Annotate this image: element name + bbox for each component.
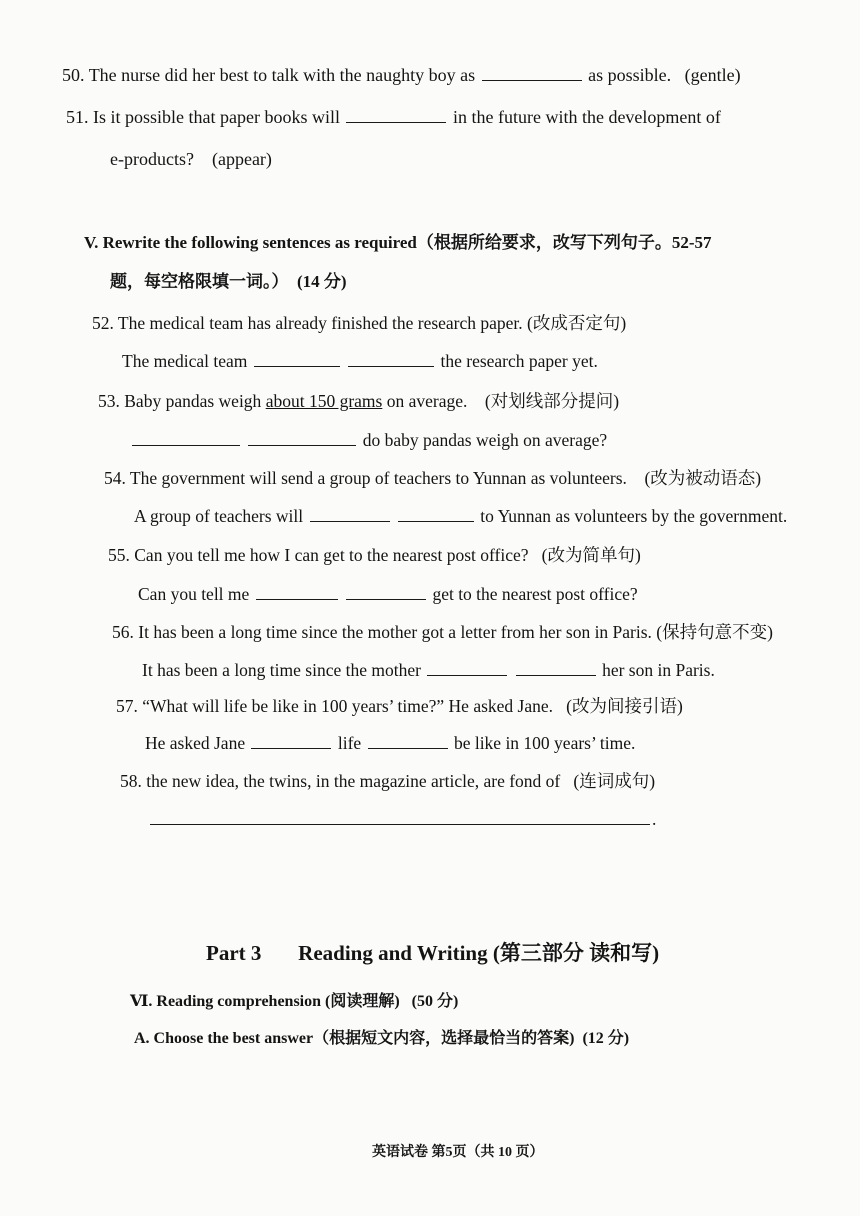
question-51 (66, 106, 721, 128)
sentence-end-dot: . (652, 809, 657, 829)
word-hint: (gentle) (684, 65, 741, 85)
answer-blank[interactable] (427, 660, 507, 676)
section-score: (12 分) (582, 1030, 630, 1047)
question-54 (104, 467, 761, 489)
question-text: 58. the new idea, the twins, in the magazine article, are fond of (120, 771, 561, 791)
question-text-end: as possible. (588, 65, 672, 85)
answer-line[interactable] (150, 809, 650, 825)
answer-text-end: the research paper yet. (440, 351, 598, 371)
section-title: Ⅵ. Reading comprehension (阅读理解) (130, 993, 400, 1010)
section-title-en: V. Rewrite the following sentences as required (84, 233, 417, 252)
section-5-title (84, 232, 712, 254)
word-hint: (appear) (211, 149, 272, 169)
question-text: 53. Baby pandas weigh (98, 391, 262, 411)
answer-text: It has been a long time since the mother (142, 660, 421, 680)
question-text: e-products? (110, 149, 194, 169)
answer-text: The medical team (122, 351, 248, 371)
instruction-hint: (改为被动语态) (644, 468, 762, 488)
answer-blank[interactable] (256, 584, 338, 600)
section-title-cn: （根据所给要求，改写下列句子。52-57 (416, 233, 712, 252)
page-footer (372, 1142, 544, 1164)
section-a-title (134, 1028, 629, 1050)
answer-blank[interactable] (346, 584, 426, 600)
question-text: 55. Can you tell me how I can get to the nearest post office? (108, 545, 529, 565)
question-text: The nurse did her best to talk with the naughty boy as (88, 65, 476, 85)
section-5-title-line2 (110, 271, 347, 293)
question-50 (62, 64, 741, 86)
answer-text-mid: life (337, 733, 362, 753)
answer-blank[interactable] (398, 506, 474, 522)
section-score: (14 分) (297, 272, 347, 291)
question-57 (116, 695, 683, 717)
question-55 (108, 544, 641, 566)
part-label: Part 3 (206, 941, 262, 965)
answer-55 (138, 583, 638, 605)
question-text: 52. The medical team has already finished the research paper. (改成否定句) (92, 313, 627, 333)
answer-text-end: be like in 100 years’ time. (453, 733, 636, 753)
section-6-title (130, 991, 458, 1013)
answer-blank[interactable] (346, 107, 446, 123)
answer-54 (134, 505, 787, 527)
answer-56 (142, 659, 715, 681)
answer-58 (148, 808, 656, 830)
question-text: Is it possible that paper books will (93, 107, 340, 127)
answer-text: Can you tell me (138, 584, 250, 604)
answer-text: He asked Jane (145, 733, 246, 753)
instruction-hint: (改为简单句) (541, 545, 641, 565)
answer-text-end: get to the nearest post office? (432, 584, 638, 604)
footer-text: 英语试卷 第5页（共 10 页） (372, 1145, 544, 1160)
section-title-cn: 题，每空格限填一词。） (110, 272, 289, 291)
question-51-line2 (110, 148, 272, 170)
section-score: (50 分) (411, 993, 459, 1010)
instruction-hint: (对划线部分提问) (484, 391, 620, 411)
part-title: Reading and Writing (第三部分 读和写) (298, 941, 660, 965)
underlined-part: about 150 grams (265, 391, 383, 411)
answer-text-end: do baby pandas weigh on average? (362, 430, 608, 450)
answer-blank[interactable] (248, 430, 356, 446)
question-52 (92, 312, 626, 334)
answer-53 (130, 429, 607, 451)
question-58 (120, 770, 655, 792)
question-text: 57. “What will life be like in 100 years’ time?” He asked Jane. (116, 696, 554, 716)
question-text: 54. The government will send a group of teachers to Yunnan as volunteers. (104, 468, 627, 488)
instruction-hint: (连词成句) (573, 771, 656, 791)
answer-blank[interactable] (482, 65, 582, 81)
part-3-heading (206, 942, 659, 964)
answer-blank[interactable] (132, 430, 240, 446)
answer-blank[interactable] (251, 733, 331, 749)
answer-text: A group of teachers will (134, 506, 304, 526)
answer-blank[interactable] (348, 351, 434, 367)
question-text-end: on average. (386, 391, 468, 411)
answer-52 (122, 350, 598, 372)
section-title: A. Choose the best answer（根据短文内容，选择最恰当的答案) (134, 1030, 575, 1047)
answer-text-end: her son in Paris. (602, 660, 715, 680)
answer-57 (145, 732, 635, 754)
question-56 (112, 621, 773, 643)
question-53 (98, 390, 619, 412)
answer-blank[interactable] (368, 733, 448, 749)
answer-blank[interactable] (516, 660, 596, 676)
answer-blank[interactable] (310, 506, 390, 522)
answer-blank[interactable] (254, 351, 340, 367)
question-number: 50. (62, 65, 85, 85)
question-text-end: in the future with the development of (452, 107, 721, 127)
question-number: 51. (66, 107, 89, 127)
question-text: 56. It has been a long time since the mother got a letter from her son in Paris. (保持句意不变) (112, 622, 773, 642)
instruction-hint: (改为间接引语) (566, 696, 683, 716)
answer-text-end: to Yunnan as volunteers by the government. (480, 506, 788, 526)
